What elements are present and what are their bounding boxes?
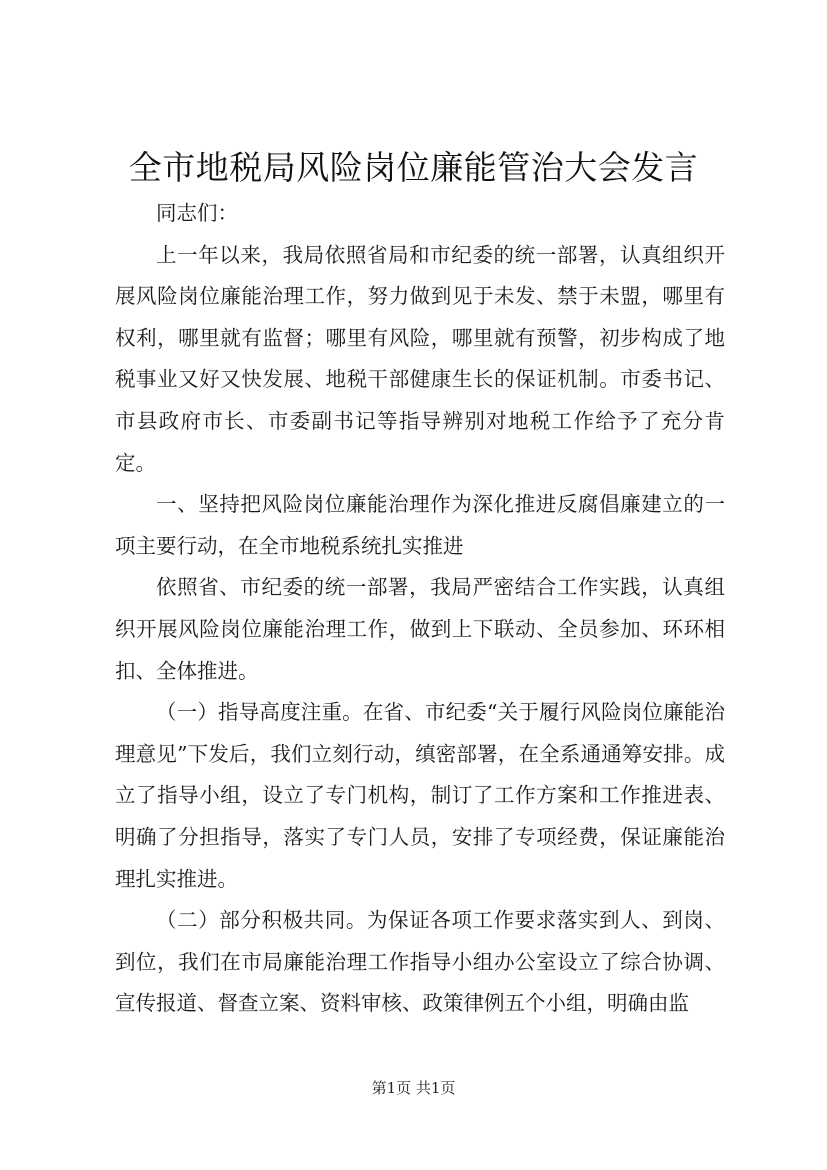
document-title: 全市地税局风险岗位廉能管治大会发言 (128, 148, 699, 187)
paragraph-intro: 上一年以来，我局依照省局和市纪委的统一部署，认真组织开展风险岗位廉能治理工作，努力做到见于未发、禁于未盟，哪里有权利，哪里就有监督；哪里有风险，哪里就有预警，初步构成了地税事业又好又快发展、地税干部健康生长的保证机制。市委书记、市县政府市长、市委副书记等指导辨别对地税工作给予了充分肯定。 (115, 242, 725, 475)
paragraph-subsection-one: （一）指导高度注重。在省、市纪委“关于履行风险岗位廉能治理意见”下发后，我们立刻行动，缜密部署，在全系通通筹安排。成立了指导小组，设立了专门机构，制订了工作方案和工作推进表、明确了分担指导，落实了专门人员，安排了专项经费，保证廉能治理扎实推进。 (115, 700, 725, 891)
page-footer: 第1页 共1页 (371, 1079, 456, 1097)
document-body (115, 193, 725, 1025)
paragraph-section-one: 依照省、市纪委的统一部署，我局严密结合工作实践，认真组织开展风险岗位廉能治理工作，做到上下联动、全员参加、环环相扣、全体推进。 (115, 575, 725, 683)
salutation: 同志们： (156, 201, 238, 225)
paragraph-subsection-two: （二）部分积极共同。为保证各项工作要求落实到人、到岗、到位，我们在市局廉能治理工作指导小组办公室设立了综合协调、宣传报道、督查立案、资料审核、政策律例五个小组，明确由监 (115, 908, 725, 1016)
section-heading-one: 一、坚持把风险岗位廉能治理作为深化推进反腐倡廉建立的一项主要行动，在全市地税系统扎实推进 (115, 492, 725, 558)
